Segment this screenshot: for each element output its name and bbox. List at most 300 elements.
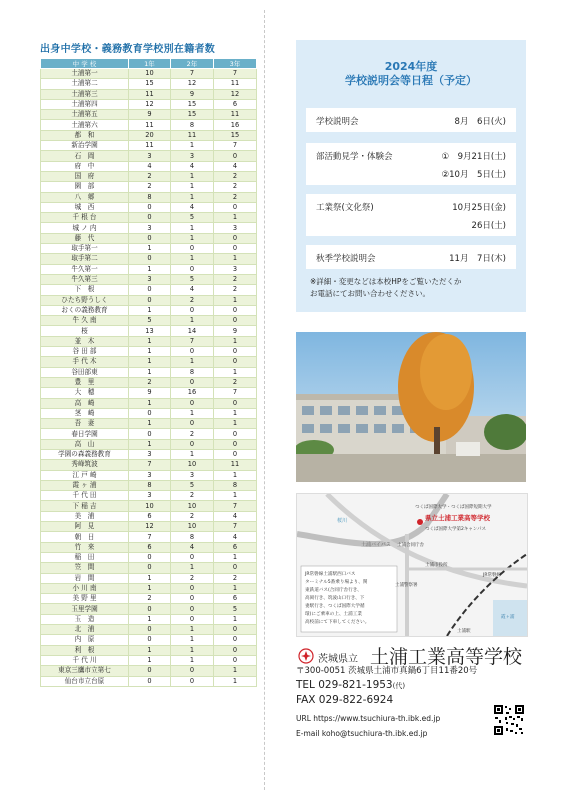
table-row [41, 130, 257, 140]
year2-count: 3 [171, 470, 214, 480]
year3-count: 1 [214, 491, 257, 501]
year3-count: 0 [214, 645, 257, 655]
school-name-cell: 美 野 里 [41, 594, 129, 604]
year2-count: 0 [171, 439, 214, 449]
table-row [41, 604, 257, 614]
year2-count: 1 [171, 192, 214, 202]
school-name-cell: 北 浦 [41, 625, 129, 635]
school-name-cell: 土浦第四 [41, 99, 129, 109]
year3-count: 1 [214, 470, 257, 480]
school-name: 土浦工業高等学校 [370, 646, 523, 668]
table-row [41, 501, 257, 511]
year3-count: 2 [214, 285, 257, 295]
schedule-note [310, 276, 515, 300]
year1-count: 11 [129, 141, 171, 151]
line-label: JR常磐線 [483, 573, 501, 578]
year2-count: 5 [171, 213, 214, 223]
year1-count: 8 [129, 192, 171, 202]
year3-count: 1 [214, 254, 257, 264]
year3-count: 6 [214, 99, 257, 109]
year2-count: 11 [171, 130, 214, 140]
year2-count: 4 [171, 161, 214, 171]
year1-count: 0 [129, 676, 171, 686]
year3-count: 7 [214, 501, 257, 511]
school-name-cell: 美 浦 [41, 511, 129, 521]
year2-count: 0 [171, 604, 214, 614]
post-label: 土浦合同庁舎 [397, 543, 424, 548]
year1-count: 3 [129, 223, 171, 233]
school-name-cell: ひたち野うしく [41, 295, 129, 305]
year3-count: 2 [214, 573, 257, 583]
year2-count: 2 [171, 429, 214, 439]
access-map [296, 493, 528, 637]
table-row [41, 470, 257, 480]
year1-count: 11 [129, 120, 171, 130]
year1-count: 10 [129, 69, 171, 79]
schedule-year: 2024年度 [384, 60, 438, 73]
year2-count: 4 [171, 542, 214, 552]
school-name-cell: 都 和 [41, 130, 129, 140]
year1-count: 1 [129, 573, 171, 583]
year3-count: 6 [214, 594, 257, 604]
year2-count: 5 [171, 274, 214, 284]
school-name-cell: 土浦第一 [41, 69, 129, 79]
road-label: 土浦バイパス [361, 542, 391, 548]
school-name-cell: 取手第一 [41, 244, 129, 254]
year1-count: 0 [129, 429, 171, 439]
year3-count: 16 [214, 120, 257, 130]
year1-count: 0 [129, 285, 171, 295]
school-name-cell: 下 稲 吉 [41, 501, 129, 511]
year2-count: 12 [171, 79, 214, 89]
school-name-cell: 土浦第五 [41, 110, 129, 120]
university-label: つくば国際大学・つくば国際短期大学 [415, 505, 492, 510]
year1-count: 15 [129, 79, 171, 89]
year3-count: 0 [214, 347, 257, 357]
table-row [41, 573, 257, 583]
year2-count: 1 [171, 223, 214, 233]
year2-count: 8 [171, 120, 214, 130]
table-row [41, 367, 257, 377]
table-row [41, 110, 257, 120]
year1-count: 0 [129, 408, 171, 418]
website-url[interactable]: URL https://www.tsuchiura-th.ibk.ed.jp [296, 714, 441, 723]
year2-count: 4 [171, 202, 214, 212]
year3-count: 1 [214, 583, 257, 593]
year2-count: 1 [171, 182, 214, 192]
table-row [41, 388, 257, 398]
table-row [41, 120, 257, 130]
year2-count: 0 [171, 552, 214, 562]
year3-count: 11 [214, 460, 257, 470]
year2-count: 8 [171, 367, 214, 377]
year1-count: 1 [129, 347, 171, 357]
year1-count: 0 [129, 625, 171, 635]
year2-count: 0 [171, 305, 214, 315]
schedule-panel [296, 40, 526, 312]
year3-count: 2 [214, 171, 257, 181]
year3-count: 4 [214, 532, 257, 542]
year1-count: 7 [129, 532, 171, 542]
school-name-cell: 城 ノ 内 [41, 223, 129, 233]
school-name-cell: 手 代 木 [41, 357, 129, 367]
school-name-cell: 千 根 台 [41, 213, 129, 223]
year3-count: 1 [214, 408, 257, 418]
year3-count: 0 [214, 316, 257, 326]
table-row [41, 305, 257, 315]
year2-count: 1 [171, 233, 214, 243]
year2-count: 2 [171, 491, 214, 501]
year2-count: 3 [171, 151, 214, 161]
access-line: 東鉄道バス(合同庁舎行き、 [305, 588, 362, 593]
year1-count: 3 [129, 274, 171, 284]
year2-count: 0 [171, 614, 214, 624]
year2-count: 1 [171, 645, 214, 655]
school-name-cell: 土浦第六 [41, 120, 129, 130]
year1-count: 1 [129, 244, 171, 254]
school-name-cell: 玉里学園 [41, 604, 129, 614]
year2-count: 8 [171, 532, 214, 542]
year2-count: 15 [171, 99, 214, 109]
school-name-cell: 谷 田 部 [41, 347, 129, 357]
col-header-year1: 1年 [129, 59, 171, 69]
school-name-cell: おくの義務教育 [41, 305, 129, 315]
year3-count: 12 [214, 89, 257, 99]
year3-count: 0 [214, 449, 257, 459]
year3-count: 1 [214, 336, 257, 346]
note-line: ※詳細・変更などは本校HPをご覧いただくか [310, 277, 462, 286]
table-row [41, 264, 257, 274]
school-name-cell: 土浦第二 [41, 79, 129, 89]
table-row [41, 254, 257, 264]
table-row [41, 429, 257, 439]
year3-count: 0 [214, 233, 257, 243]
school-photo [296, 332, 526, 482]
event-date: 26日(土) [471, 221, 506, 231]
year2-count: 0 [171, 377, 214, 387]
year3-count: 8 [214, 480, 257, 490]
year2-count: 0 [171, 244, 214, 254]
school-name-cell: 大 穂 [41, 388, 129, 398]
year1-count: 0 [129, 213, 171, 223]
year3-count: 9 [214, 326, 257, 336]
year3-count: 0 [214, 357, 257, 367]
event-date: 8月 6日(火) [454, 117, 506, 127]
table-row [41, 171, 257, 181]
table-row [41, 79, 257, 89]
table-row [41, 233, 257, 243]
year3-count: 7 [214, 141, 257, 151]
year3-count: 2 [214, 377, 257, 387]
table-row [41, 151, 257, 161]
year1-count: 0 [129, 635, 171, 645]
year3-count: 2 [214, 274, 257, 284]
table-row [41, 676, 257, 686]
schedule-subtitle: 学校説明会等日程（予定） [345, 74, 477, 87]
access-line: ターミナル5番乗り場より、関 [305, 580, 368, 585]
lake-label: 霞ヶ浦 [501, 615, 515, 620]
school-name-cell: 城 西 [41, 202, 129, 212]
year3-count: 1 [214, 666, 257, 676]
year1-count: 12 [129, 522, 171, 532]
table-row [41, 522, 257, 532]
school-name-cell: 千 代 川 [41, 655, 129, 665]
year1-count: 1 [129, 614, 171, 624]
event-name: 秋季学校説明会 [316, 254, 376, 264]
event-date: 11月 7日(木) [449, 254, 506, 264]
year3-count: 0 [214, 439, 257, 449]
school-name-cell: 小 川 南 [41, 583, 129, 593]
year1-count: 5 [129, 316, 171, 326]
year1-count: 2 [129, 171, 171, 181]
school-name-cell: 朝 日 [41, 532, 129, 542]
year1-count: 11 [129, 89, 171, 99]
table-row [41, 439, 257, 449]
table-row [41, 336, 257, 346]
year1-count: 3 [129, 491, 171, 501]
school-name-cell: 笠 間 [41, 563, 129, 573]
year3-count: 6 [214, 542, 257, 552]
year2-count: 1 [171, 408, 214, 418]
school-name-cell: 玉 造 [41, 614, 129, 624]
year3-count: 0 [214, 305, 257, 315]
year3-count: 1 [214, 552, 257, 562]
year2-count: 1 [171, 449, 214, 459]
year3-count: 1 [214, 295, 257, 305]
tel-line [296, 679, 405, 691]
year1-count: 2 [129, 182, 171, 192]
year2-count: 16 [171, 388, 214, 398]
year1-count: 1 [129, 264, 171, 274]
access-line: 環)にご乗車の上、土浦工業 [305, 612, 362, 617]
table-row [41, 408, 257, 418]
event-festival [306, 194, 516, 236]
year2-count: 1 [171, 357, 214, 367]
school-name-cell: 並 木 [41, 336, 129, 346]
table-row [41, 645, 257, 655]
year1-count: 1 [129, 367, 171, 377]
table-row [41, 89, 257, 99]
access-line: 妻駅行き、つくば国際大学循 [305, 604, 365, 609]
year2-count: 15 [171, 110, 214, 120]
river-label: 桜川 [337, 518, 348, 524]
table-row [41, 357, 257, 367]
year1-count: 13 [129, 326, 171, 336]
address: 〒300-0051 茨城県土浦市真鍋6丁目11番20号 [296, 666, 478, 676]
hall-label: 土浦市役所 [425, 563, 448, 568]
year3-count: 0 [214, 429, 257, 439]
table-row [41, 491, 257, 501]
table-row [41, 223, 257, 233]
access-line: 高岡行き、筑波山口行き、下 [305, 596, 365, 601]
col-header-school: 中 学 校 [41, 59, 129, 69]
year2-count: 0 [171, 583, 214, 593]
school-name-cell: 牛久第一 [41, 264, 129, 274]
school-name-cell: 府 中 [41, 161, 129, 171]
school-name-cell: 藤 代 [41, 233, 129, 243]
year1-count: 0 [129, 552, 171, 562]
year2-count: 0 [171, 347, 214, 357]
table-row [41, 141, 257, 151]
year2-count: 2 [171, 511, 214, 521]
year1-count: 1 [129, 357, 171, 367]
year2-count: 1 [171, 316, 214, 326]
school-name-cell: 豊 里 [41, 377, 129, 387]
year1-count: 7 [129, 460, 171, 470]
year2-count: 1 [171, 635, 214, 645]
year1-count: 0 [129, 563, 171, 573]
year1-count: 8 [129, 480, 171, 490]
event-club-visit [306, 143, 516, 185]
event-date: 10月25日(金) [452, 203, 506, 213]
year3-count: 2 [214, 182, 257, 192]
year3-count: 2 [214, 192, 257, 202]
year1-count: 0 [129, 604, 171, 614]
year3-count: 11 [214, 79, 257, 89]
table-row [41, 480, 257, 490]
year2-count: 0 [171, 594, 214, 604]
year1-count: 0 [129, 295, 171, 305]
year3-count: 3 [214, 223, 257, 233]
email-address[interactable]: E-mail koho@tsuchiura-th.ibk.ed.jp [296, 729, 428, 738]
year1-count: 1 [129, 439, 171, 449]
year1-count: 9 [129, 388, 171, 398]
school-emblem-icon [298, 648, 314, 664]
year2-count: 10 [171, 460, 214, 470]
year3-count: 0 [214, 635, 257, 645]
year2-count: 1 [171, 655, 214, 665]
year2-count: 0 [171, 676, 214, 686]
col-header-year2: 2年 [171, 59, 214, 69]
note-line: お電話にてお問い合わせください。 [310, 289, 430, 298]
table-row [41, 542, 257, 552]
year2-count: 7 [171, 336, 214, 346]
year2-count: 14 [171, 326, 214, 336]
school-name-cell: 園 部 [41, 182, 129, 192]
school-name-cell: 下 根 [41, 285, 129, 295]
year2-count: 0 [171, 666, 214, 676]
year1-count: 0 [129, 254, 171, 264]
year3-count: 5 [214, 604, 257, 614]
year2-count: 7 [171, 69, 214, 79]
year1-count: 6 [129, 542, 171, 552]
table-row [41, 449, 257, 459]
year1-count: 10 [129, 501, 171, 511]
year3-count: 7 [214, 522, 257, 532]
event-date: ②10月 5日(土) [441, 170, 506, 180]
school-name-cell: 石 岡 [41, 151, 129, 161]
school-name-cell: 岩 間 [41, 573, 129, 583]
table-row [41, 182, 257, 192]
table-row [41, 347, 257, 357]
school-name-cell: 桜 [41, 326, 129, 336]
year1-count: 1 [129, 305, 171, 315]
table-row [41, 398, 257, 408]
school-name-cell: 江 戸 崎 [41, 470, 129, 480]
fax: FAX 029-822-6924 [296, 694, 394, 706]
col-header-year3: 3年 [214, 59, 257, 69]
enrollment-table [40, 58, 257, 687]
table-row [41, 316, 257, 326]
table-row [41, 213, 257, 223]
event-briefing [306, 108, 516, 132]
year2-count: 2 [171, 295, 214, 305]
school-name-cell: 竹 来 [41, 542, 129, 552]
table-row [41, 552, 257, 562]
year3-count: 1 [214, 367, 257, 377]
school-name-cell: 稲 田 [41, 552, 129, 562]
school-name-cell: 春日学園 [41, 429, 129, 439]
school-name-cell: 牛 久 南 [41, 316, 129, 326]
table-row [41, 460, 257, 470]
year2-count: 0 [171, 398, 214, 408]
schedule-title [296, 60, 526, 88]
year1-count: 2 [129, 594, 171, 604]
table-row [41, 202, 257, 212]
qr-code-icon[interactable] [493, 704, 525, 736]
table-row [41, 635, 257, 645]
year1-count: 0 [129, 233, 171, 243]
school-name-cell: 秀峰筑波 [41, 460, 129, 470]
table-row [41, 583, 257, 593]
table-row [41, 563, 257, 573]
year2-count: 1 [171, 171, 214, 181]
year3-count: 7 [214, 388, 257, 398]
table-row [41, 666, 257, 676]
school-name-cell: 高 崎 [41, 398, 129, 408]
year2-count: 1 [171, 254, 214, 264]
year1-count: 0 [129, 666, 171, 676]
tel-suffix: (代) [392, 682, 406, 690]
school-label: 県立土浦工業高等学校 [425, 514, 490, 522]
event-date: ① 9月21日(土) [441, 152, 506, 162]
year1-count: 6 [129, 511, 171, 521]
year2-count: 1 [171, 625, 214, 635]
year3-count: 0 [214, 655, 257, 665]
year3-count: 0 [214, 202, 257, 212]
year1-count: 9 [129, 110, 171, 120]
year1-count: 20 [129, 130, 171, 140]
year1-count: 12 [129, 99, 171, 109]
table-row [41, 614, 257, 624]
year1-count: 2 [129, 377, 171, 387]
campus-label: つくば国際大学第2キャンパス [425, 527, 487, 532]
school-name-cell: 牛久第三 [41, 274, 129, 284]
school-name-cell: 茎 崎 [41, 408, 129, 418]
year3-count: 4 [214, 511, 257, 521]
school-name-cell: 吾 妻 [41, 419, 129, 429]
school-name-cell: 霞 ヶ 浦 [41, 480, 129, 490]
access-line: 高校前にて下車してください。 [305, 620, 370, 625]
year3-count: 15 [214, 130, 257, 140]
school-name-cell: 学園の森義務教育 [41, 449, 129, 459]
year1-count: 1 [129, 398, 171, 408]
year2-count: 1 [171, 141, 214, 151]
year1-count: 1 [129, 336, 171, 346]
year3-count: 0 [214, 563, 257, 573]
school-name-cell: 内 原 [41, 635, 129, 645]
table-row [41, 511, 257, 521]
access-line: JR常磐線土浦駅西口バス [305, 572, 356, 577]
table-row [41, 655, 257, 665]
table-row [41, 69, 257, 79]
school-name-cell: 新治学園 [41, 141, 129, 151]
table-row [41, 192, 257, 202]
year2-count: 2 [171, 573, 214, 583]
year1-count: 4 [129, 161, 171, 171]
year3-count: 1 [214, 213, 257, 223]
year3-count: 3 [214, 264, 257, 274]
